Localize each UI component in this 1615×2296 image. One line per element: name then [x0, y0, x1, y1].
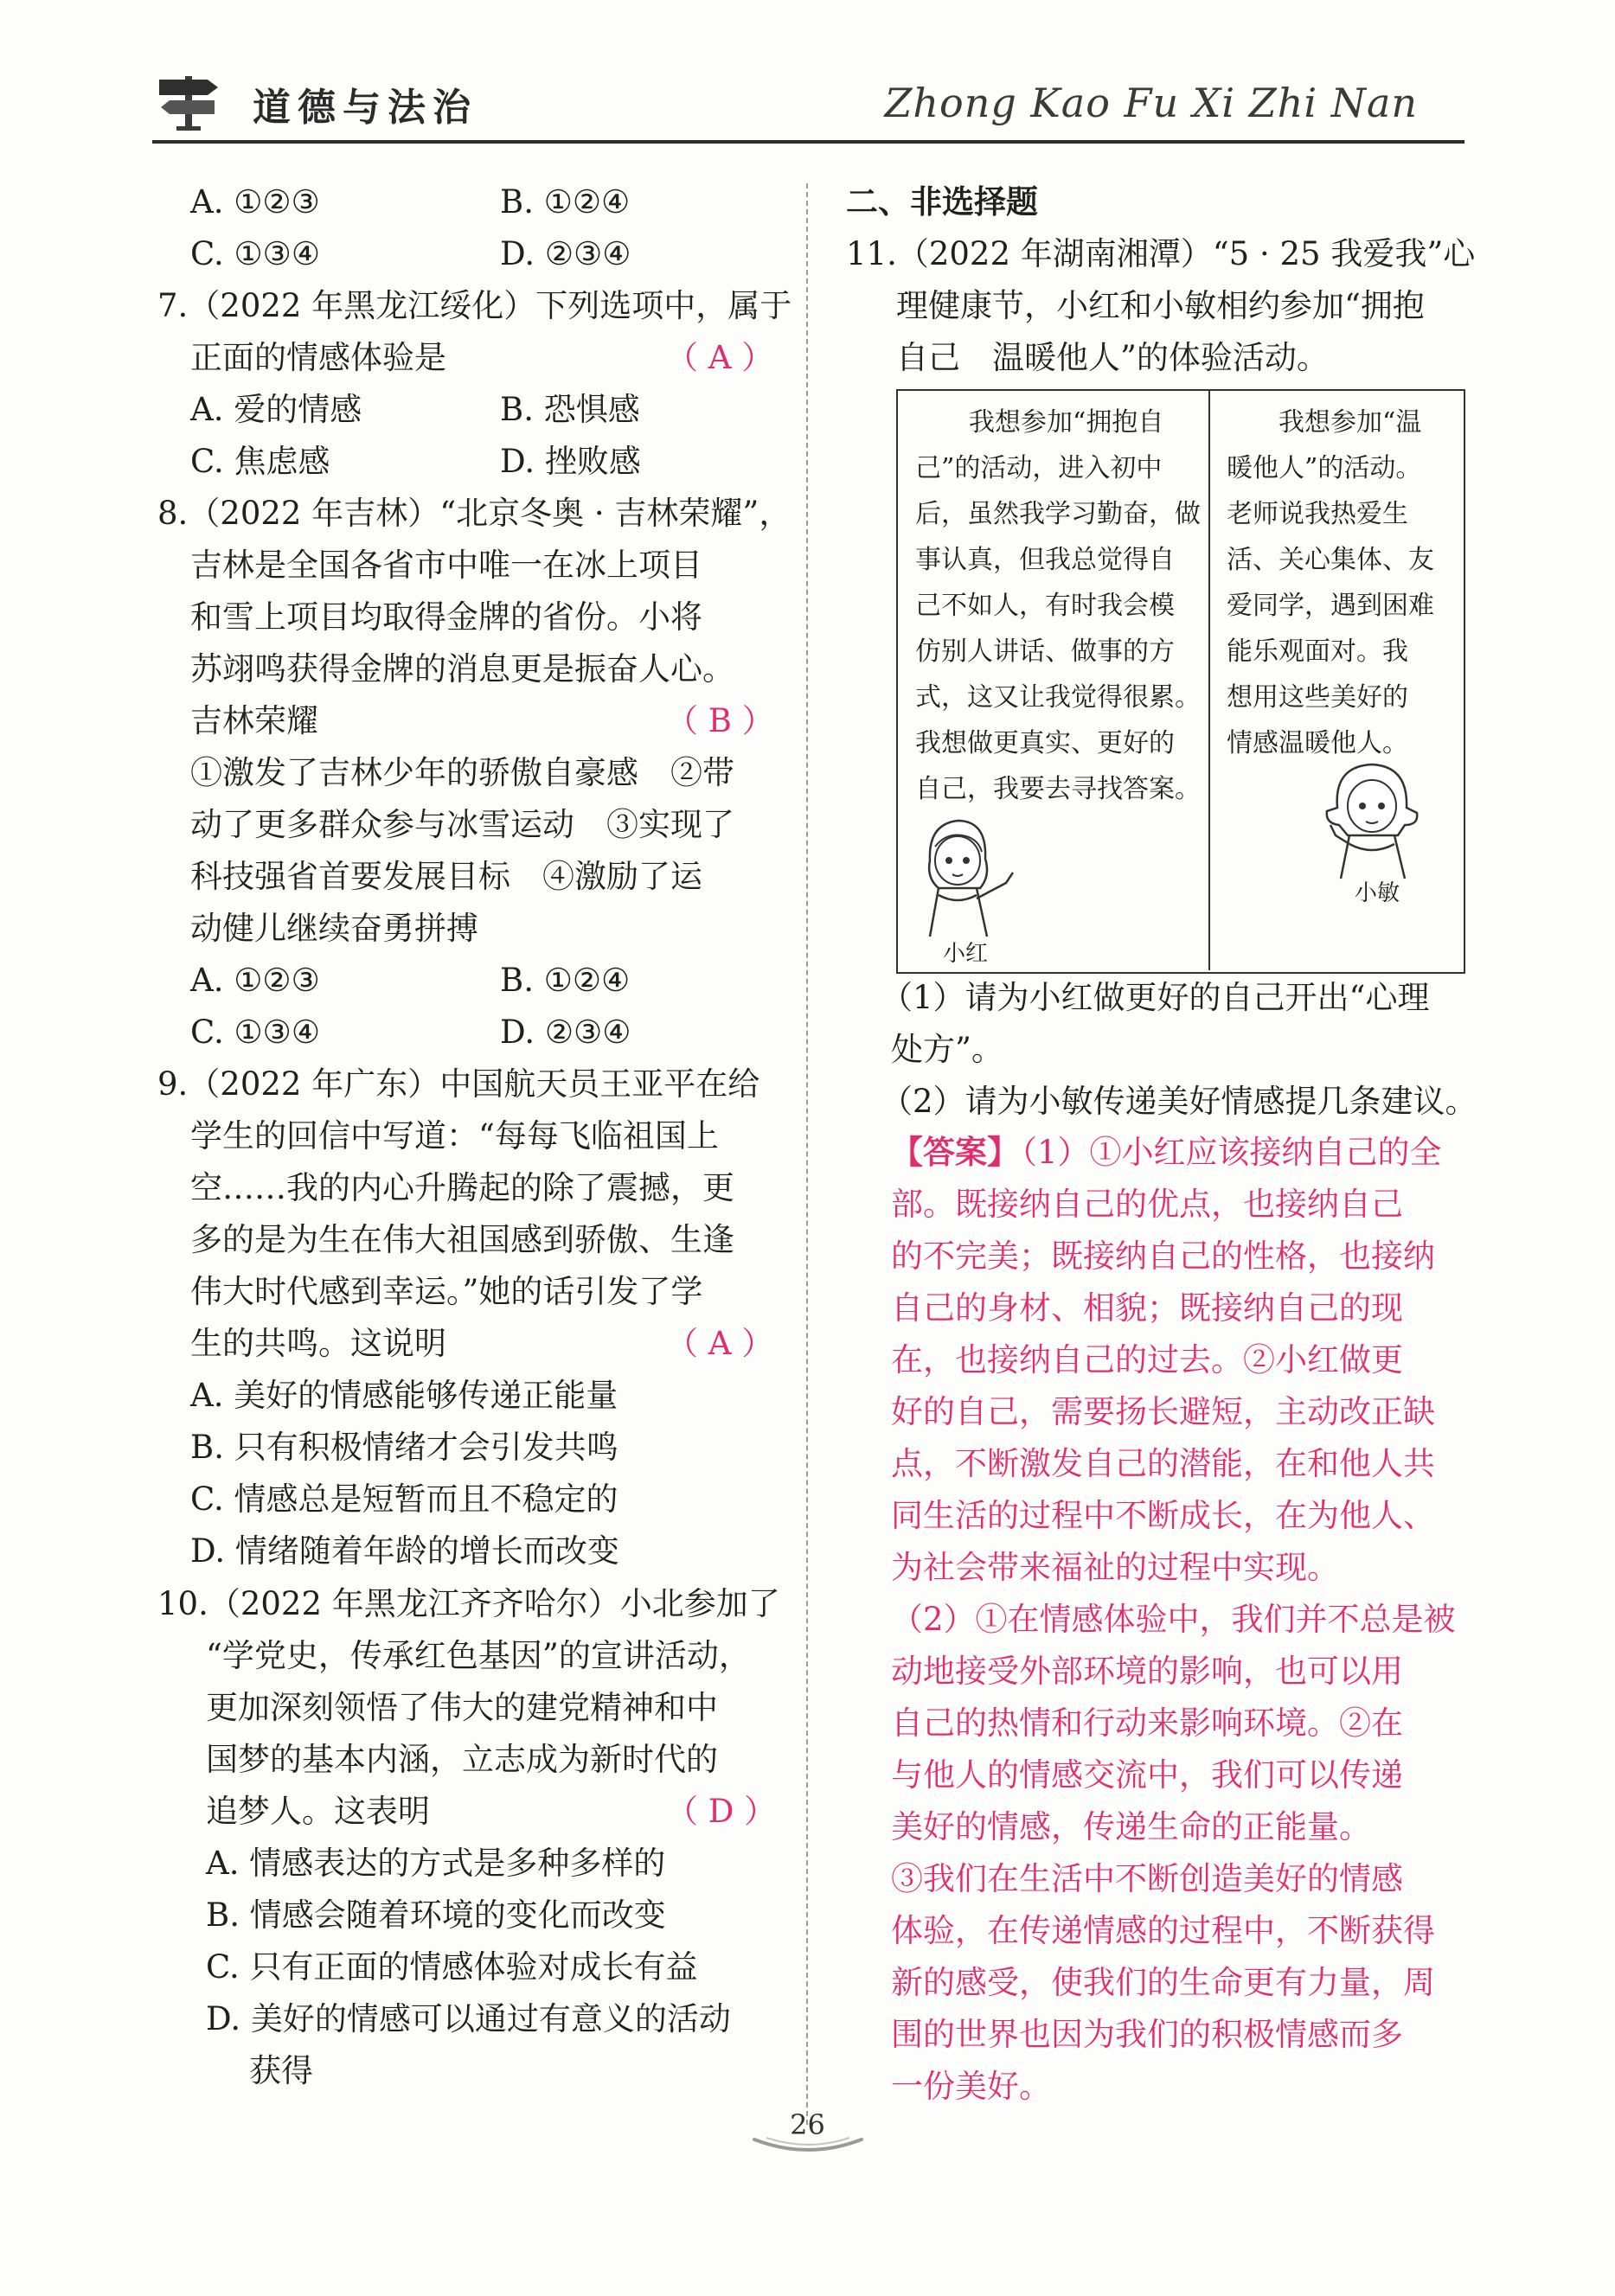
option: C. ①③④ — [190, 1014, 321, 1051]
question-text: 8.（2022 年吉林）“北京冬奥 · 吉林荣耀”， — [157, 495, 791, 532]
answer-choice: （ A ） — [666, 339, 774, 376]
book-title: 道德与法治 — [253, 86, 477, 130]
answer-line: 与他人的情感交流中，我们可以传递 — [891, 1756, 1403, 1794]
question-text: 10.（2022 年黑龙江齐齐哈尔）小北参加了 — [157, 1585, 780, 1622]
answer-line: 的不完美；既接纳自己的性格，也接纳 — [891, 1238, 1435, 1275]
option: C. 焦虑感 — [190, 443, 330, 480]
answer-label: 【答案】 — [891, 1134, 1019, 1171]
option: D. 情绪随着年龄的增长而改变 — [190, 1532, 619, 1570]
answer-line: ③我们在生活中不断创造美好的情感 — [891, 1860, 1403, 1897]
option: A. ①②③ — [190, 183, 320, 221]
option: C. 情感总是短暂而且不稳定的 — [190, 1481, 618, 1518]
statement-text: 动了更多群众参与冰雪运动 ③实现了 — [190, 806, 734, 843]
question-text: 多的是为生在伟大祖国感到骄傲、生逢 — [190, 1221, 734, 1258]
question-text: 7.（2022 年黑龙江绥化）下列选项中，属于 — [157, 287, 792, 324]
question-text: 理健康节，小红和小敏相约参加“拥抱 — [896, 287, 1425, 324]
option: B. 情感会随着环境的变化而改变 — [206, 1896, 666, 1934]
answer-line: 动地接受外部环境的影响，也可以用 — [891, 1653, 1403, 1690]
question-text: 9.（2022 年广东）中国航天员王亚平在给 — [157, 1065, 760, 1103]
question-text: “学党史，传承红色基因”的宣讲活动， — [206, 1637, 751, 1674]
option: A. 美好的情感能够传递正能量 — [190, 1377, 618, 1414]
name-label-xiaohong: 小红 — [943, 941, 989, 967]
statement-text: ①激发了吉林少年的骄傲自豪感 ②带 — [190, 754, 734, 791]
question-text: 自己 温暖他人”的体验活动。 — [896, 339, 1329, 376]
page-number: 26 — [790, 2108, 825, 2141]
question-text: 和雪上项目均取得金牌的省份。小将 — [190, 598, 702, 636]
option: D. ②③④ — [500, 235, 631, 272]
name-label-xiaomin: 小敏 — [1355, 880, 1400, 906]
sub-question: （2）请为小敏传递美好情感提几条建议。 — [881, 1083, 1477, 1120]
answer-choice: （ B ） — [666, 702, 774, 739]
question-text: 11.（2022 年湖南湘潭）“5 · 25 我爱我”心 — [846, 235, 1476, 272]
option: B. ①②④ — [500, 183, 631, 221]
option: C. ①③④ — [190, 235, 321, 272]
answer-line: 在，也接纳自己的过去。②小红做更 — [891, 1341, 1403, 1378]
girl-xiaomin-illustration — [1315, 752, 1436, 882]
girl-xiaohong-illustration — [904, 809, 1025, 938]
option: B. 只有积极情绪才会引发共鸣 — [190, 1429, 618, 1466]
option: A. 爱的情感 — [190, 391, 362, 428]
question-text: 伟大时代感到幸运。”她的话引发了学 — [190, 1273, 703, 1310]
question-text: 苏翊鸣获得金牌的消息更是振奋人心。 — [190, 650, 734, 688]
statement-text: 科技强省首要发展目标 ④激励了运 — [190, 858, 702, 895]
question-text: 空……我的内心升腾起的除了震撼，更 — [190, 1169, 734, 1206]
question-text: 生的共鸣。这说明 — [190, 1325, 446, 1362]
book-subtitle-pinyin: Zhong Kao Fu Xi Zhi Nan — [884, 80, 1418, 126]
option: D. ②③④ — [500, 1014, 631, 1051]
sub-question: 处方”。 — [891, 1031, 1003, 1068]
question-text: 国梦的基本内涵，立志成为新时代的 — [206, 1741, 718, 1778]
option: C. 只有正面的情感体验对成长有益 — [206, 1948, 698, 1986]
answer-choice: （ A ） — [666, 1325, 774, 1362]
answer-line: 点，不断激发自己的潜能，在和他人共 — [891, 1445, 1435, 1482]
question-text: 吉林荣耀 — [190, 702, 318, 739]
answer-line: 自己的身材、相貌；既接纳自己的现 — [891, 1289, 1403, 1327]
panel-divider — [1208, 389, 1210, 970]
answer-line: 好的自己，需要扬长避短，主动改正缺 — [891, 1393, 1435, 1430]
answer-line: 体验，在传递情感的过程中，不断获得 — [891, 1912, 1435, 1949]
answer-line: 新的感受，使我们的生命更有力量，周 — [891, 1964, 1435, 2001]
answer-line: 一份美好。 — [891, 2068, 1051, 2105]
answer-line: （2）①在情感体验中，我们并不总是被 — [891, 1601, 1456, 1638]
question-text: 追梦人。这表明 — [206, 1793, 430, 1830]
question-text: 吉林是全国各省市中唯一在冰上项目 — [190, 547, 702, 584]
question-text: 学生的回信中写道：“每每飞临祖国上 — [190, 1117, 719, 1154]
header-rule — [152, 140, 1464, 144]
option: B. 恐惧感 — [500, 391, 640, 428]
answer-line: 部。既接纳自己的优点，也接纳自己 — [891, 1186, 1403, 1223]
answer-line: 为社会带来福祉的过程中实现。 — [891, 1549, 1339, 1586]
sub-question: （1）请为小红做更好的自己开出“心理 — [881, 979, 1430, 1016]
answer-choice: （ D ） — [666, 1793, 777, 1830]
answer-line: 自己的热情和行动来影响环境。②在 — [891, 1704, 1403, 1742]
option: B. ①②④ — [500, 962, 631, 999]
option: D. 挫败感 — [500, 443, 641, 480]
answer-line: 美好的情感，传递生命的正能量。 — [891, 1808, 1371, 1845]
question-text: 正面的情感体验是 — [190, 339, 446, 376]
option: A. ①②③ — [190, 962, 320, 999]
statement-text: 动健儿继续奋勇拼搏 — [190, 910, 478, 947]
answer-line: 围的世界也因为我们的积极情感而多 — [891, 2016, 1403, 2053]
question-text: 更加深刻领悟了伟大的建党精神和中 — [206, 1689, 718, 1726]
signpost-icon — [154, 71, 223, 131]
answer-line: （1）①小红应该接纳自己的全 — [1005, 1134, 1442, 1171]
column-divider — [806, 183, 808, 2125]
page-number-ornament — [749, 2134, 867, 2155]
option: D. 美好的情感可以通过有意义的活动 — [206, 2000, 731, 2037]
answer-line: 同生活的过程中不断成长，在为他人、 — [891, 1497, 1435, 1534]
option: 获得 — [249, 2052, 313, 2089]
section-title: 二、非选择题 — [846, 183, 1038, 221]
option: A. 情感表达的方式是多种多样的 — [206, 1845, 666, 1882]
